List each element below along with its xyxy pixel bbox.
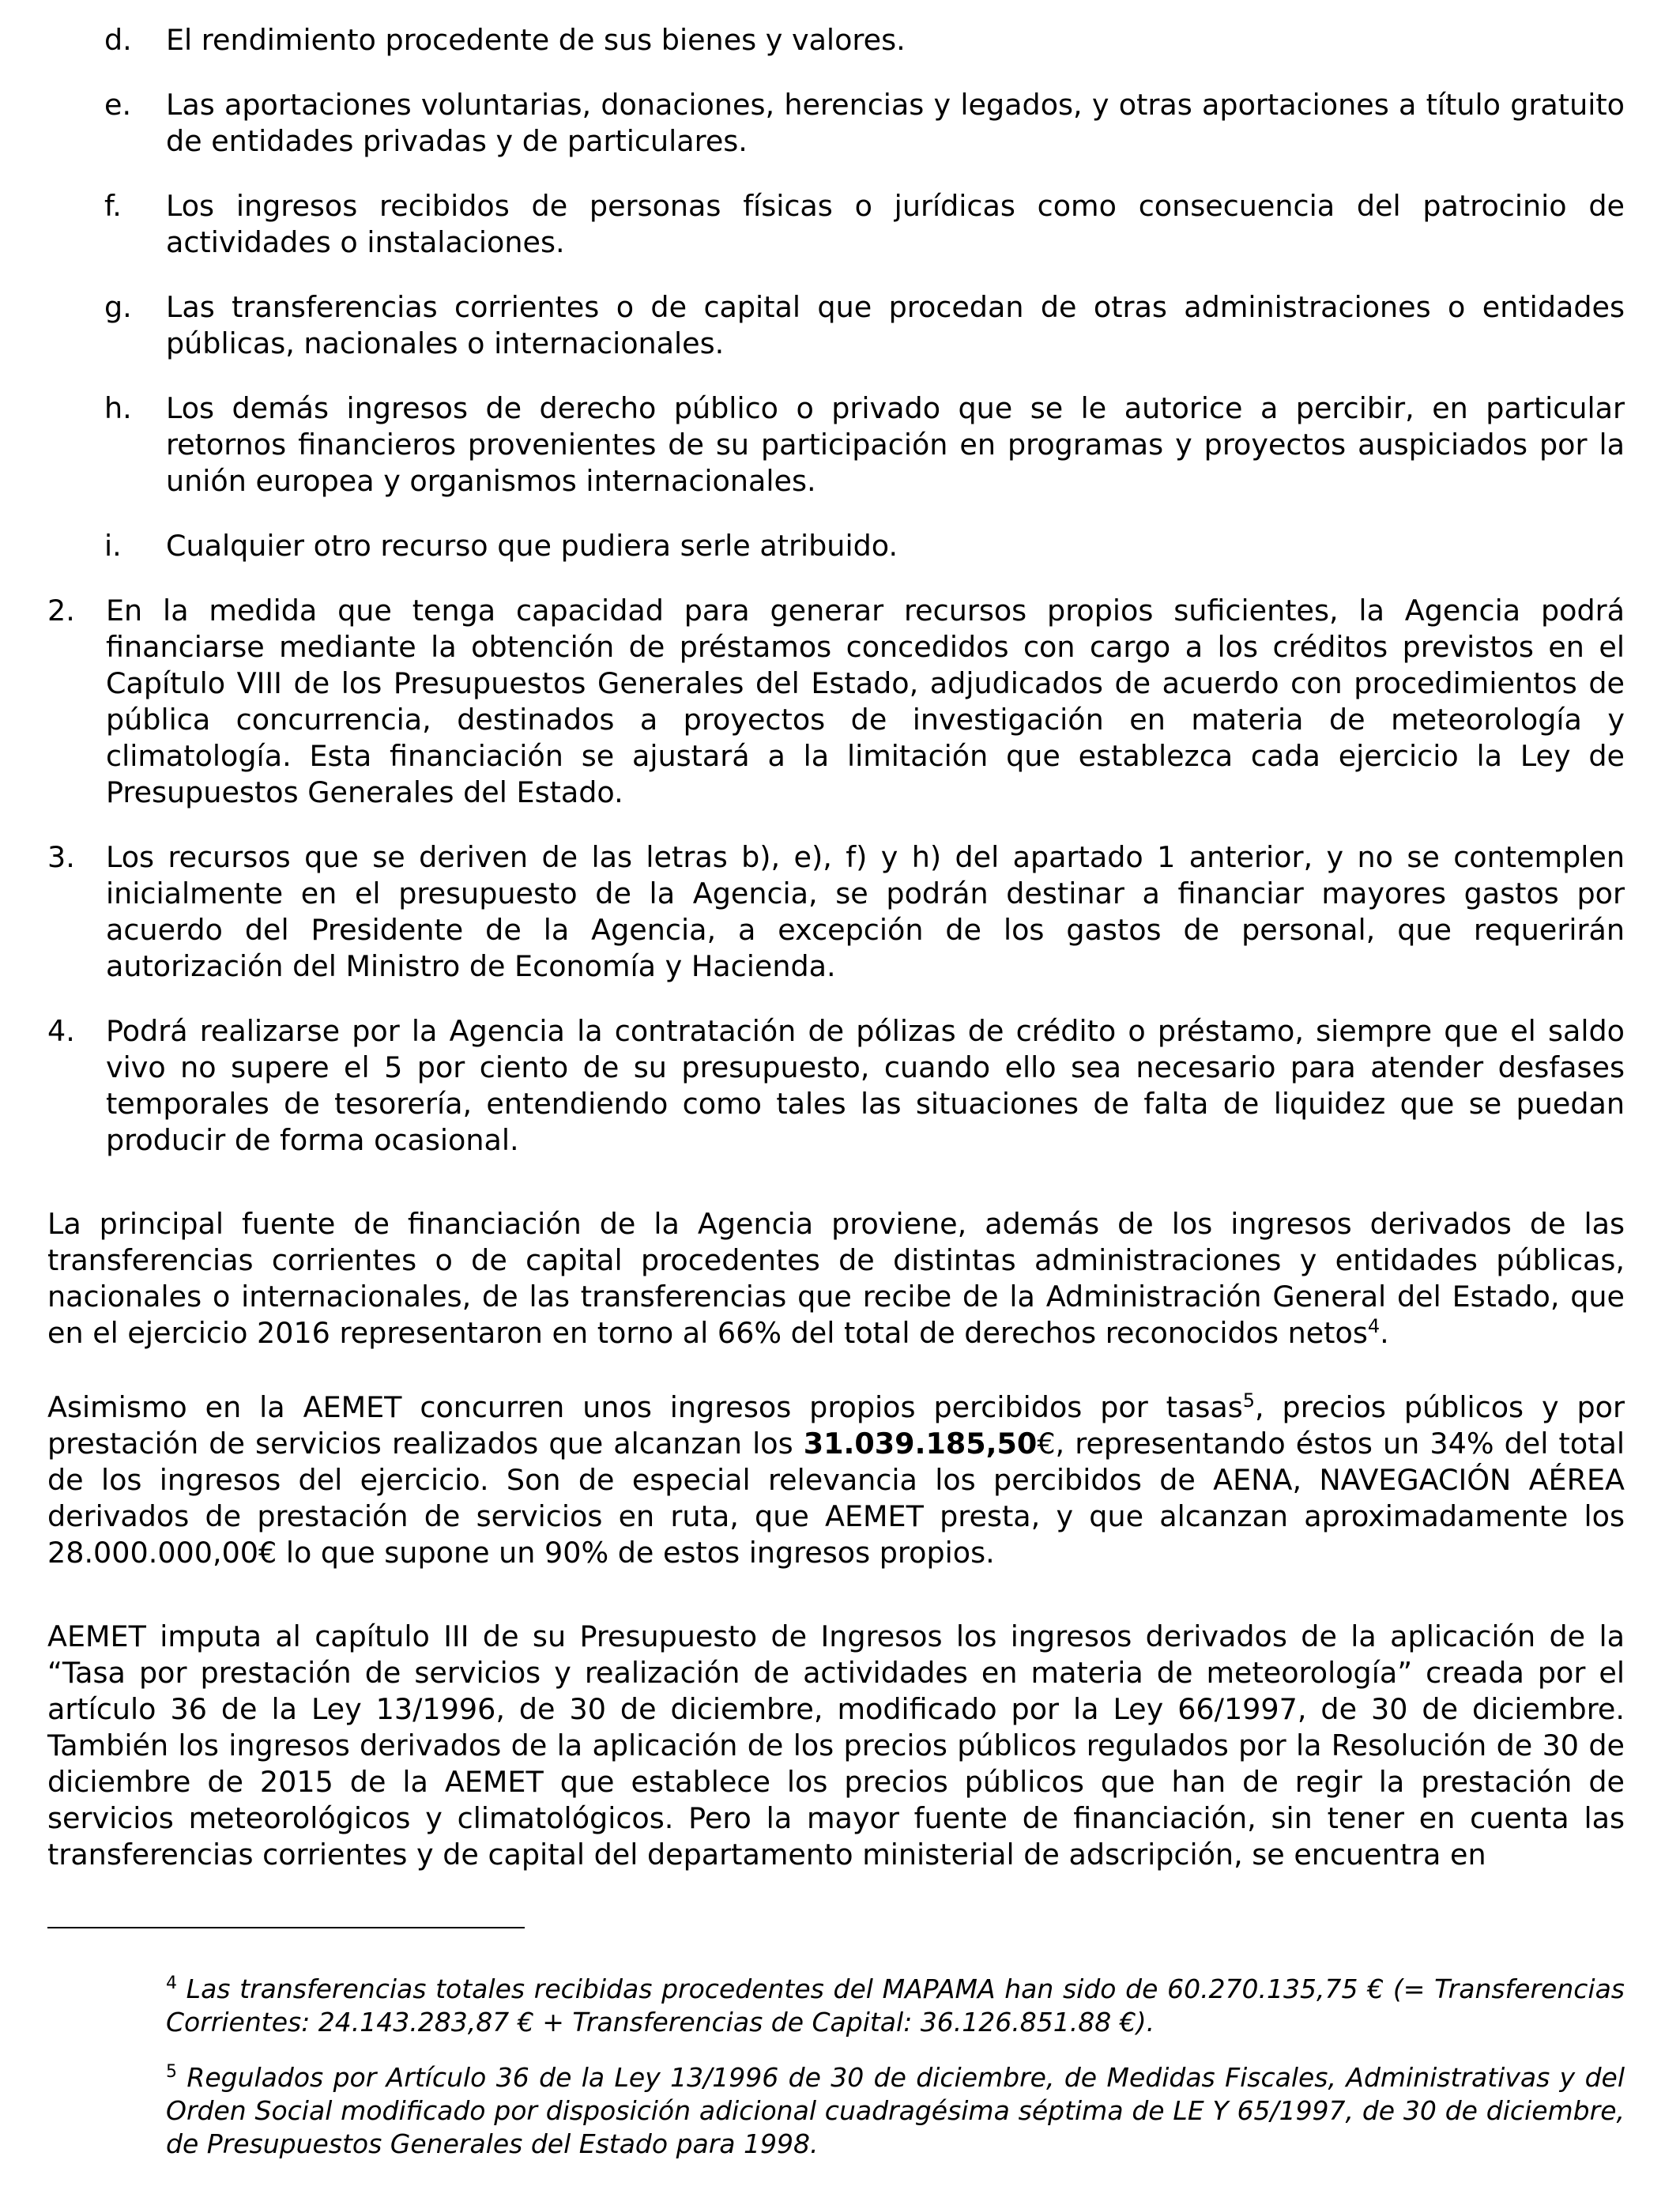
paragraph-budget-chapter: AEMET imputa al capítulo III de su Presupuesto de Ingresos los ingresos derivados de la aplicación de la “Tasa por prestación de servicios y realización de actividades en materia de meteorología” creada por el artículo 36 de la Ley 13/1996, de 30 de diciembre, modificado por la Ley 66/1997, de 30 de diciembre. También los ingresos derivados de la aplicación de los precios públicos regulados por la Resolución de 30 de diciembre de 2015 de la AEMET que establece los precios públicos que han de regir la prestación de servicios meteorológicos y climatológicos. Pero la mayor fuente de financiación, sin tener en cuenta las transferencias corrientes y de capital del departamento ministerial de adscripción, se encuentra en (47, 1619, 1625, 1872)
list-item-f (47, 188, 1625, 261)
list-item-text: Las transferencias corrientes o de capital que procedan de otras administraciones o entidades públicas, nacionales o internacionales. (166, 290, 1625, 360)
revenue-amount: 31.039.185,50 (803, 1427, 1038, 1461)
footnote-ref[interactable]: 5 (1242, 1389, 1256, 1412)
list-marker: g. (104, 290, 132, 324)
footnote-5 (47, 2061, 1625, 2161)
list-marker: d. (104, 23, 132, 57)
footnote-number: 5 (166, 2062, 177, 2082)
list-item-g (47, 289, 1625, 362)
list-item-h (47, 390, 1625, 499)
list-marker: f. (104, 189, 122, 223)
document-page (47, 22, 1625, 2161)
footnote-text: Las transferencias totales recibidas procedentes del MAPAMA han sido de 60.270.135,75 € (= Transferencias Corrientes: 24.143.283,87 € + Transferencias de Capital: 36.126.851.88 €). (166, 1973, 1625, 2038)
paragraph-text: , precios públicos y por prestación de servicios realizados que alcanzan los (47, 1390, 1625, 1461)
footnote-text: Regulados por Artículo 36 de la Ley 13/1996 de 30 de diciembre, de Medidas Fiscales, Administrativas y del Orden Social modificado por disposición adicional cuadragésima séptima de LE Y 65/1997, de 30 de diciembre, de Presupuestos Generales del Estado para 1998. (166, 2062, 1625, 2159)
list-marker: 3. (47, 840, 75, 874)
list-item-3 (47, 839, 1625, 985)
footnote-ref[interactable]: 4 (1367, 1314, 1381, 1337)
paragraph-text: Asimismo en la AEMET concurren unos ingresos propios percibidos por tasas (47, 1390, 1243, 1424)
list-item-2 (47, 593, 1625, 811)
list-item-d (47, 22, 1625, 58)
list-marker: 2. (47, 594, 75, 628)
list-marker: 4. (47, 1014, 75, 1048)
footnote-number: 4 (166, 1973, 177, 1993)
list-item-text: Los demás ingresos de derecho público o privado que se le autorice a percibir, en particular retornos financieros provenientes de su participación en programas y proyectos auspiciados por la unión europea y organismos internacionales. (166, 391, 1625, 498)
paragraph-own-revenue (47, 1389, 1625, 1571)
list-marker: h. (104, 391, 132, 425)
list-item-text: El rendimiento procedente de sus bienes y valores. (166, 23, 906, 57)
footnote-separator (47, 1927, 525, 1928)
paragraph-text: La principal fuente de financiación de la Agencia proviene, además de los ingresos derivados de las transferencias corrientes o de capital procedentes de distintas administraciones y entidades públicas, nacionales o internacionales, de las transferencias que recibe de la Administración General del Estado, que en el ejercicio 2016 representaron en torno al 66% del total de derechos reconocidos netos (47, 1207, 1625, 1350)
footnote-4 (47, 1973, 1625, 2039)
list-marker: i. (104, 529, 122, 563)
list-item-text: Los recursos que se deriven de las letras b), e), f) y h) del apartado 1 anterior, y no se contemplen inicialmente en el presupuesto de la Agencia, se podrán destinar a financiar mayores gastos por acuerdo del Presidente de la Agencia, a excepción de los gastos de personal, que requerirán autorización del Ministro de Economía y Hacienda. (106, 840, 1625, 983)
paragraph-financing (47, 1206, 1625, 1351)
list-item-text: En la medida que tenga capacidad para generar recursos propios suficientes, la Agencia podrá financiarse mediante la obtención de préstamos concedidos con cargo a los créditos previstos en el Capítulo VIII de los Presupuestos Generales del Estado, adjudicados de acuerdo con procedimientos de pública concurrencia, destinados a proyectos de investigación en materia de meteorología y climatología. Esta financiación se ajustará a la limitación que establezca cada ejercicio la Ley de Presupuestos Generales del Estado. (106, 594, 1625, 809)
list-item-text: Cualquier otro recurso que pudiera serle atribuido. (166, 529, 898, 563)
paragraph-end: . (1380, 1316, 1389, 1350)
list-item-text: Podrá realizarse por la Agencia la contratación de pólizas de crédito o préstamo, siempre que el saldo vivo no supere el 5 por ciento de su presupuesto, cuando ello sea necesario para atender desfases temporales de tesorería, entendiendo como tales las situaciones de falta de liquidez que se puedan producir de forma ocasional. (106, 1014, 1625, 1157)
list-marker: e. (104, 88, 132, 122)
list-item-text: Los ingresos recibidos de personas físicas o jurídicas como consecuencia del patrocinio de actividades o instalaciones. (166, 189, 1625, 259)
list-item-4 (47, 1013, 1625, 1159)
list-item-i (47, 528, 1625, 564)
list-item-text: Las aportaciones voluntarias, donaciones, herencias y legados, y otras aportaciones a título gratuito de entidades privadas y de particulares. (166, 88, 1625, 158)
list-item-e (47, 87, 1625, 160)
paragraph-text: €, representando éstos un 34% del total de los ingresos del ejercicio. Son de especial relevancia los percibidos de AENA, NAVEGACIÓN AÉREA derivados de prestación de servicios en ruta, que AEMET presta, y que alcanzan aproximadamente los 28.000.000,00€ lo que supone un 90% de estos ingresos propios. (47, 1427, 1625, 1570)
